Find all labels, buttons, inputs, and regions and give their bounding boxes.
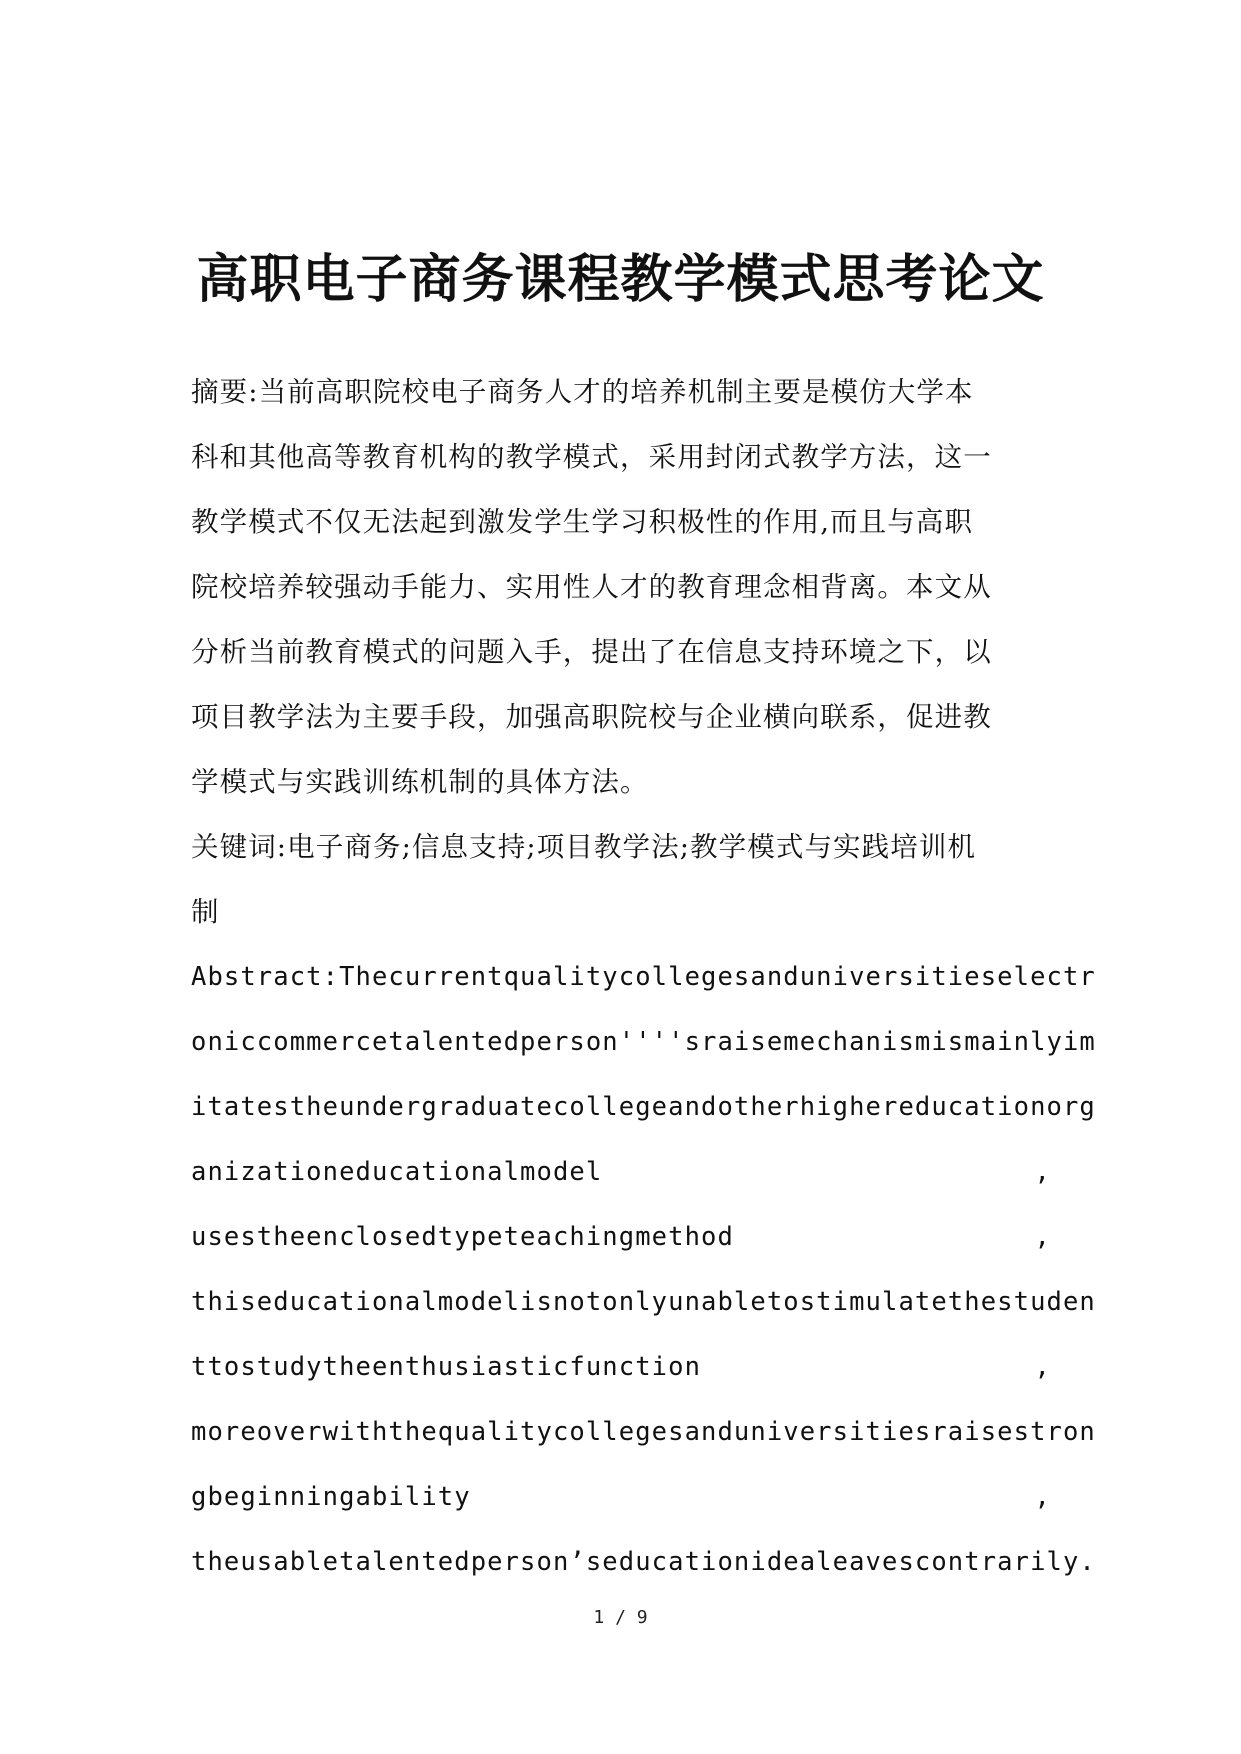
abstract-en-comma: , xyxy=(1034,1222,1051,1252)
abstract-en-text: thiseducationalmodelisnotonlyunabletostimulatethestuden xyxy=(191,1287,1096,1317)
abstract-en-text: oniccommercetalentedperson''''sraisemechanismismainlyim xyxy=(191,1027,1096,1057)
abstract-cn-line: 分析当前教育模式的问题入手，提出了在信息支持环境之下，以 xyxy=(191,636,992,668)
abstract-en-line xyxy=(191,1205,1051,1270)
abstract-cn-line: 学模式与实践训练机制的具体方法。 xyxy=(191,766,649,798)
abstract-cn-line: 摘要:当前高职院校电子商务人才的培养机制主要是模仿大学本 xyxy=(191,376,974,408)
abstract-en-line xyxy=(191,1335,1051,1400)
document-title: 高职电子商务课程教学模式思考论文 xyxy=(196,249,1045,310)
keywords-line: 关键词:电子商务;信息支持;项目教学法;教学模式与实践培训机 xyxy=(191,831,977,863)
abstract-cn xyxy=(191,360,1051,815)
abstract-en-text: Abstract:Thecurrentqualitycollegesanduniversitieselectr xyxy=(191,962,1096,992)
abstract-en-comma: , xyxy=(1034,1482,1051,1512)
abstract-en-text: itatestheundergraduatecollegeandotherhighereducationorg xyxy=(191,1092,1096,1122)
abstract-cn-line: 科和其他高等教育机构的教学模式，采用封闭式教学方法，这一 xyxy=(191,441,992,473)
abstract-en-line xyxy=(191,1400,1096,1465)
abstract-en xyxy=(191,945,1096,1595)
abstract-en-line xyxy=(191,1465,1051,1530)
abstract-en-line xyxy=(191,1140,1051,1205)
abstract-en-text: moreoverwiththequalitycollegesanduniversitiesraisestron xyxy=(191,1417,1096,1447)
keywords-line: 制 xyxy=(191,896,220,928)
abstract-en-line xyxy=(191,1075,1096,1140)
abstract-en-comma: , xyxy=(1034,1157,1051,1187)
abstract-en-line xyxy=(191,1530,1096,1595)
abstract-en-text: anizationeducationalmodel xyxy=(191,1157,603,1187)
page-number: 1 / 9 xyxy=(593,1607,648,1628)
abstract-en-text: gbeginningability xyxy=(191,1482,471,1512)
abstract-en-line xyxy=(191,1270,1096,1335)
abstract-cn-line: 项目教学法为主要手段，加强高职院校与企业横向联系，促进教 xyxy=(191,701,992,733)
abstract-cn-line: 教学模式不仅无法起到激发学生学习积极性的作用,而且与高职 xyxy=(191,506,974,538)
document-body xyxy=(191,360,1096,1595)
abstract-en-text: theusabletalentedperson’seducationidealeavescontrarily. xyxy=(191,1547,1096,1577)
abstract-en-text: usestheenclosedtypeteachingmethod xyxy=(191,1222,734,1252)
abstract-en-comma: , xyxy=(1034,1352,1051,1382)
abstract-cn-line: 院校培养较强动手能力、实用性人才的教育理念相背离。本文从 xyxy=(191,571,992,603)
abstract-en-line xyxy=(191,945,1096,1010)
abstract-en-text: ttostudytheenthusiasticfunction xyxy=(191,1352,702,1382)
keywords xyxy=(191,815,1051,945)
abstract-en-line xyxy=(191,1010,1096,1075)
